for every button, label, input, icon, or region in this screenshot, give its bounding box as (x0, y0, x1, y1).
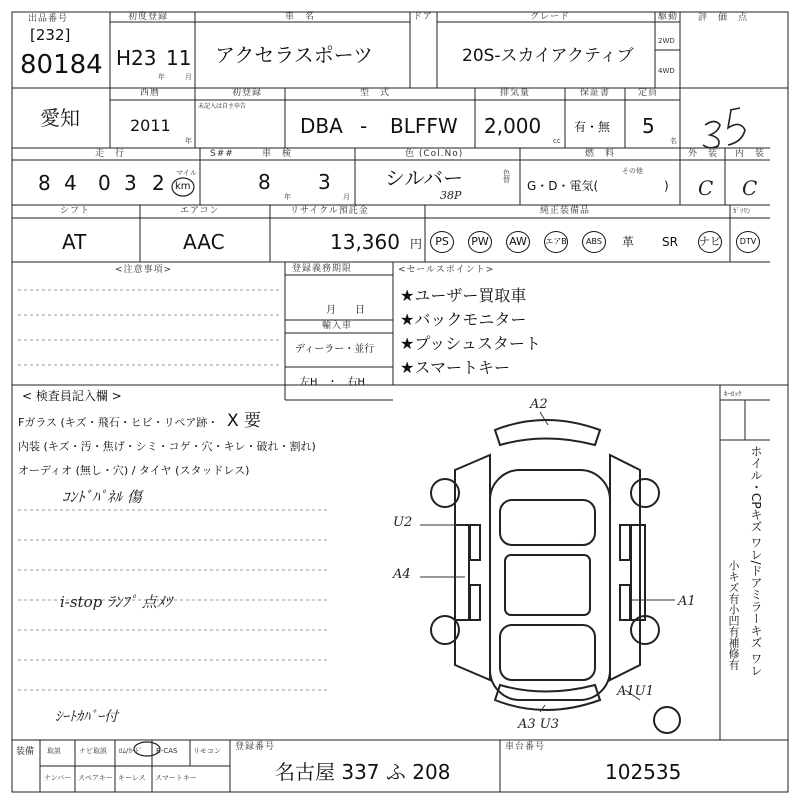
equipment-item: ABS (582, 231, 606, 253)
damage-mark: A1U1 (617, 684, 654, 699)
mileage-label: 走 行 (95, 149, 126, 159)
aircon: AAC (183, 230, 225, 254)
drive-2wd: 2WD (658, 37, 675, 45)
import-label: 輸入車 (322, 321, 353, 331)
exterior-grade: C (698, 176, 714, 200)
capacity-label: 定員 (638, 88, 659, 98)
color-change-label: 色替 (503, 169, 510, 184)
footer-item: リモコン (193, 747, 221, 755)
score-label: 評 価 点 (698, 13, 749, 23)
equipment-item: エアB (544, 231, 568, 253)
western-label: 西暦 (140, 88, 161, 98)
inspector-title: < 検査員記入欄 > (22, 389, 122, 403)
steering-label: 左H ・ 右H (300, 377, 366, 388)
recycle-label: リサイクル預託金 (290, 206, 369, 216)
color: シルバー (385, 166, 464, 190)
legend-line: ホイル・CPキズ ワレ (749, 445, 763, 561)
exterior-label: 外 装 (688, 149, 719, 159)
footer-item: ナビ取説 (79, 747, 107, 755)
grade: 20S-スカイアクティブ (462, 46, 634, 66)
yen-unit: 円 (410, 237, 423, 251)
first-reg-note: 未記入は自主申告 (198, 103, 247, 110)
shift: AT (62, 230, 87, 254)
recycle-fee: 13,360 (330, 230, 400, 254)
plate-label: 登録番号 (235, 742, 276, 752)
capacity-unit: 名 (670, 137, 677, 145)
chassis-label: 車台番号 (505, 742, 546, 752)
region: 愛知 (40, 106, 80, 130)
handwritten-note: ｼｰﾄｶﾊﾞｰ付 (55, 709, 118, 725)
equipment-item: SR (662, 235, 678, 249)
year-unit: 年 (185, 137, 192, 145)
cc-unit: cc (553, 137, 561, 145)
inspection-year-unit: 年 (284, 193, 291, 201)
displacement-label: 排気量 (500, 88, 531, 98)
mileage-digit: 8 (38, 171, 51, 195)
footer-item: ナンバー (44, 774, 72, 782)
legend-col-1 (748, 445, 764, 676)
capacity: 5 (642, 114, 655, 138)
day-label: 日 (355, 305, 365, 316)
model-code: BLFFW (390, 114, 458, 138)
legend-line: 補修有 (727, 637, 740, 670)
windshield-mark: X 要 (227, 411, 262, 431)
inspection-month-unit: 月 (343, 193, 350, 201)
s-label: S## (210, 149, 234, 159)
footer-item: 取説 (47, 747, 61, 755)
equipment-item: PS (430, 231, 454, 253)
first-reg-era: H23 (116, 46, 157, 70)
footer-item: スマートキー (155, 774, 197, 782)
car-name-label: 車 名 (285, 12, 316, 22)
shift-label: シフト (60, 206, 91, 216)
footer-item: B-CAS (156, 747, 178, 755)
interior-grade: C (742, 176, 758, 200)
sales-point: ★プッシュスタート (400, 334, 541, 353)
fuel-options: G・D・電気( (527, 179, 599, 193)
registration-label: 登録義務期限 (292, 264, 353, 274)
legend-line: 小凹有 (727, 604, 740, 637)
equipment-item: ナビ (698, 231, 722, 253)
damage-mark: A4 (393, 567, 411, 582)
car-name: アクセラスポーツ (215, 43, 373, 67)
warranty-label: 保証書 (580, 88, 611, 98)
equipment-item: PW (468, 231, 492, 253)
aircon-label: エアコン (180, 206, 220, 216)
equipment-item: AW (506, 231, 530, 253)
fuel-label: 燃 料 (585, 149, 616, 159)
handwritten-note: i-stop ﾗﾝﾌﾟ 点ﾒﾂ (60, 593, 172, 611)
legend-col-2 (726, 560, 740, 670)
inspector-line: 内装 (キズ・汚・焦げ・シミ・コゲ・穴・キレ・破れ・割れ) (18, 440, 316, 453)
lot-sub: [232] (30, 26, 71, 44)
model-prefix: DBA (300, 114, 343, 138)
first-reg-label: 初度登録 (128, 12, 169, 22)
mileage-digit: 3 (124, 171, 137, 195)
dealer-label: ディーラー・並行 (295, 344, 375, 355)
plate-number: 名古屋 337 ふ 208 (275, 760, 451, 784)
grade-label: グレード (530, 12, 571, 22)
damage-mark: A1 (678, 594, 696, 609)
lot-number: 80184 (20, 50, 103, 80)
door-label: ドア (413, 12, 433, 22)
drive-label: 駆動 (658, 12, 679, 22)
damage-mark: A3 U3 (518, 717, 560, 732)
model-label: 型 式 (360, 88, 391, 98)
key-lock-label: ｷｰﾛｯｸ (724, 390, 742, 398)
interior-label: 内 装 (735, 149, 766, 159)
sales-point: ★スマートキー (400, 358, 511, 377)
model-dash: - (360, 114, 368, 138)
etc-label: ｶﾞｿﾘﾝ (733, 207, 751, 215)
first-registration-label: 初登録 (232, 88, 263, 98)
year: 2011 (130, 116, 171, 135)
km-unit: km (175, 181, 191, 192)
notice-label: <注意事項> (115, 265, 173, 275)
inspector-line: Fガラス (キズ・飛石・ヒビ・リペア跡・ (18, 416, 219, 429)
first-reg-year-unit: 年 (158, 73, 165, 81)
inspection-label: 車 検 (262, 149, 293, 159)
equipment-label: 純正装備品 (540, 206, 591, 216)
footer-equip-label: 装備 (16, 747, 35, 757)
mileage-digit: 4 (64, 171, 77, 195)
fuel-other: その他 (622, 167, 643, 175)
color-label: 色 (Col.No) (405, 149, 464, 159)
sales-label: <セールスポイント> (398, 265, 495, 275)
color-code: 38P (440, 189, 462, 202)
footer-item: ﾛﾑ/ｶｰﾄﾞ (119, 747, 143, 755)
legend-line: 小キズ有 (727, 560, 740, 604)
inspection-month: 3 (318, 170, 331, 194)
lot-label: 出品番号 (28, 14, 69, 24)
sales-point: ★ユーザー買取車 (400, 286, 527, 305)
sales-points (400, 284, 541, 380)
first-reg-month-unit: 月 (185, 73, 192, 81)
handwritten-note: ｺﾝﾄﾞﾊﾟﾈﾙ 傷 (62, 488, 142, 506)
drive-4wd: 4WD (658, 67, 675, 75)
inspector-line: オーディオ (無し・穴) / タイヤ (スタッドレス) (18, 464, 250, 477)
equipment-item: DTV (736, 231, 760, 253)
first-reg-month: 11 (166, 46, 192, 70)
footer-item: スペアキー (78, 774, 113, 782)
displacement: 2,000 (484, 114, 542, 138)
sales-point: ★バックモニター (400, 310, 527, 329)
fuel-close: ) (664, 179, 669, 193)
mileage-digit: 2 (152, 171, 165, 195)
footer-item: キーレス (118, 774, 146, 782)
mileage-digit: 0 (98, 171, 111, 195)
month-label: 月 (326, 305, 336, 316)
damage-mark: U2 (393, 515, 413, 530)
equipment-item: 革 (622, 235, 635, 249)
chassis-number: 102535 (605, 760, 682, 784)
mile-unit: マイル (176, 169, 197, 177)
inspection-year: 8 (258, 170, 271, 194)
warranty-options: 有・無 (574, 120, 611, 134)
damage-mark: A2 (530, 397, 548, 412)
legend-line: /ドアミラーキズ ワレ (749, 560, 763, 677)
